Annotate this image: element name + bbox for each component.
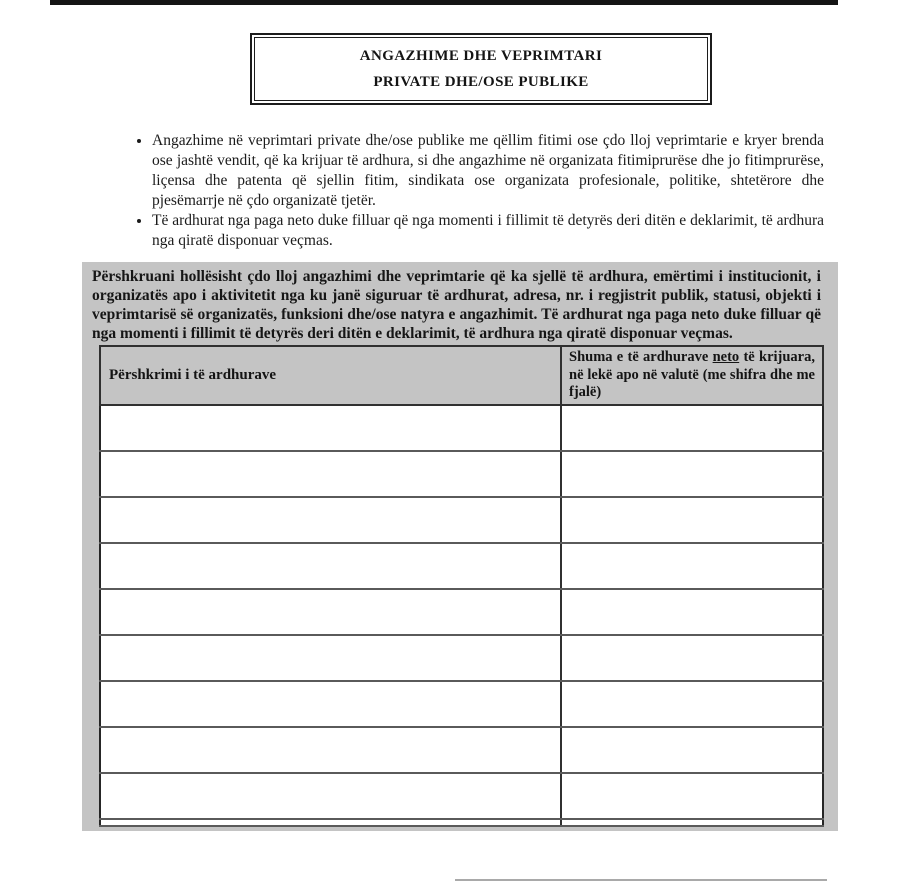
income-amount-cell — [561, 589, 823, 635]
income-amount-cell — [561, 773, 823, 819]
income-amount-cell — [561, 405, 823, 451]
income-description-cell — [100, 773, 561, 819]
section-title-box-inner — [254, 37, 708, 101]
section-title-line2: PRIVATE DHE/OSE PUBLIKE — [373, 73, 589, 90]
income-description-cell — [100, 635, 561, 681]
table-row — [100, 727, 823, 773]
next-section-top-edge-line — [455, 879, 827, 881]
income-table-header-row — [100, 346, 823, 405]
amount-header-pre: Shuma e të ardhurave — [569, 349, 713, 365]
income-declaration-table — [99, 345, 824, 827]
instructions-bullet-list — [118, 131, 824, 251]
income-table-body — [100, 405, 823, 826]
amount-header-underlined-word: neto — [712, 349, 740, 365]
income-description-cell — [100, 589, 561, 635]
income-description-cell — [100, 451, 561, 497]
income-amount-cell — [561, 497, 823, 543]
table-row — [100, 543, 823, 589]
table-row — [100, 497, 823, 543]
income-table-header — [100, 346, 823, 405]
income-description-cell — [100, 727, 561, 773]
panel-instructions-text: Përshkruani hollësisht çdo lloj angazhimi dhe veprimtarie që ka sjellë të ardhura, emërtimi i institucionit, i organizatës apo i aktivitetit nga ku janë siguruar të ardhurat, adresa, nr. i regjistrit publik, statusi, objekti i veprimtarisë së organizatës, funksioni dhe/ose natyra e angazhimit. Të ardhurat nga paga neto duke filluar që nga momenti i fillimit të detyrës deri ditën e deklarimit, të ardhura nga qiratë disponuar veçmas. — [92, 268, 821, 342]
section-title-box — [250, 33, 712, 105]
bullet-item-net-salary: • Të ardhurat nga paga neto duke filluar që nga momenti i fillimit të detyrës deri ditën e deklarimit, të ardhura nga qiratë disponuar veçmas. — [152, 211, 824, 251]
declaration-section-panel — [82, 262, 838, 831]
column-header-amount — [561, 346, 823, 405]
income-amount-cell — [561, 635, 823, 681]
income-amount-cell — [561, 451, 823, 497]
table-row — [100, 451, 823, 497]
income-description-cell — [100, 543, 561, 589]
amount-header-post: të krijuara, në lekë apo në valutë (me shifra dhe me fjalë) — [569, 349, 815, 400]
table-row — [100, 681, 823, 727]
income-description-cell — [100, 681, 561, 727]
table-thin-row — [100, 819, 823, 826]
income-amount-cell — [561, 543, 823, 589]
previous-section-divider-bar — [50, 0, 838, 5]
income-amount-cell-thin — [561, 819, 823, 826]
income-description-cell — [100, 497, 561, 543]
income-amount-cell — [561, 727, 823, 773]
table-row — [100, 773, 823, 819]
table-row — [100, 589, 823, 635]
bullet-item-engagements: • Angazhime në veprimtari private dhe/ose publike me qëllim fitimi ose çdo lloj veprimtarie e kryer brenda ose jashtë vendit, që ka krijuar të ardhura, si dhe angazhime në organizata fitimiprurëse dhe jo fitimprurëse, liçensa dhe patenta që sjellin fitim, sindikata ose organizata profesionale, politike, shtetërore dhe pjesëmarrje në çdo organizatë tjetër. — [152, 131, 824, 211]
income-description-cell — [100, 405, 561, 451]
table-row — [100, 635, 823, 681]
table-row — [100, 405, 823, 451]
income-amount-cell — [561, 681, 823, 727]
income-description-cell-thin — [100, 819, 561, 826]
column-header-description: Përshkrimi i të ardhurave — [100, 346, 561, 405]
section-title-line1: ANGAZHIME DHE VEPRIMTARI — [359, 47, 603, 64]
